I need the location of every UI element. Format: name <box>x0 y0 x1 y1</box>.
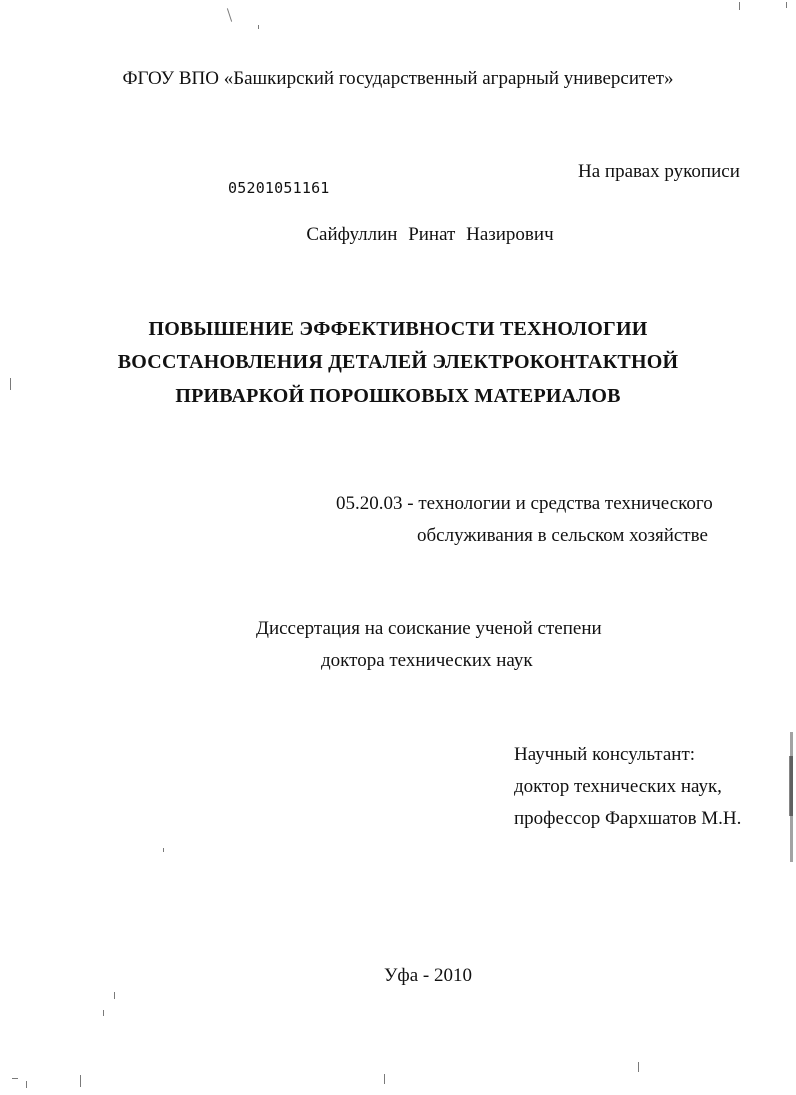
scan-mark <box>638 1062 639 1072</box>
scan-mark <box>789 756 793 816</box>
scan-mark <box>12 1078 18 1079</box>
specialty-line-2: обслуживания в сельском хозяйстве <box>417 525 708 546</box>
advisor-line-3: профессор Фархшатов М.Н. <box>514 808 742 829</box>
manuscript-rights: На правах рукописи <box>578 161 740 182</box>
scan-mark <box>258 25 259 29</box>
organization-name: ФГОУ ВПО «Башкирский государственный аграрный университет» <box>122 68 674 89</box>
scan-mark <box>10 378 11 390</box>
scan-mark <box>114 992 115 999</box>
specialty-line-1: 05.20.03 - технологии и средства технического <box>336 493 713 514</box>
city-year: Уфа - 2010 <box>383 965 473 986</box>
title-line-2: ВОССТАНОВЛЕНИЯ ДЕТАЛЕЙ ЭЛЕКТРОКОНТАКТНОЙ <box>117 351 679 373</box>
scan-mark <box>80 1075 81 1087</box>
document-code: 05201051161 <box>228 179 330 197</box>
dissertation-line-1: Диссертация на соискание ученой степени <box>256 618 602 639</box>
scan-mark <box>227 8 232 22</box>
advisor-line-2: доктор технических наук, <box>514 776 722 797</box>
scan-mark <box>26 1081 27 1088</box>
author-name: Сайфуллин Ринат Назирович <box>306 224 554 245</box>
dissertation-line-2: доктора технических наук <box>321 650 533 671</box>
scan-mark <box>163 848 164 852</box>
title-line-1: ПОВЫШЕНИЕ ЭФФЕКТИВНОСТИ ТЕХНОЛОГИИ <box>148 318 648 340</box>
title-line-3: ПРИВАРКОЙ ПОРОШКОВЫХ МАТЕРИАЛОВ <box>175 385 621 407</box>
scan-mark <box>739 2 740 10</box>
advisor-line-1: Научный консультант: <box>514 744 696 765</box>
scan-mark <box>103 1010 104 1016</box>
scan-mark <box>384 1074 385 1084</box>
scan-mark <box>786 2 787 8</box>
